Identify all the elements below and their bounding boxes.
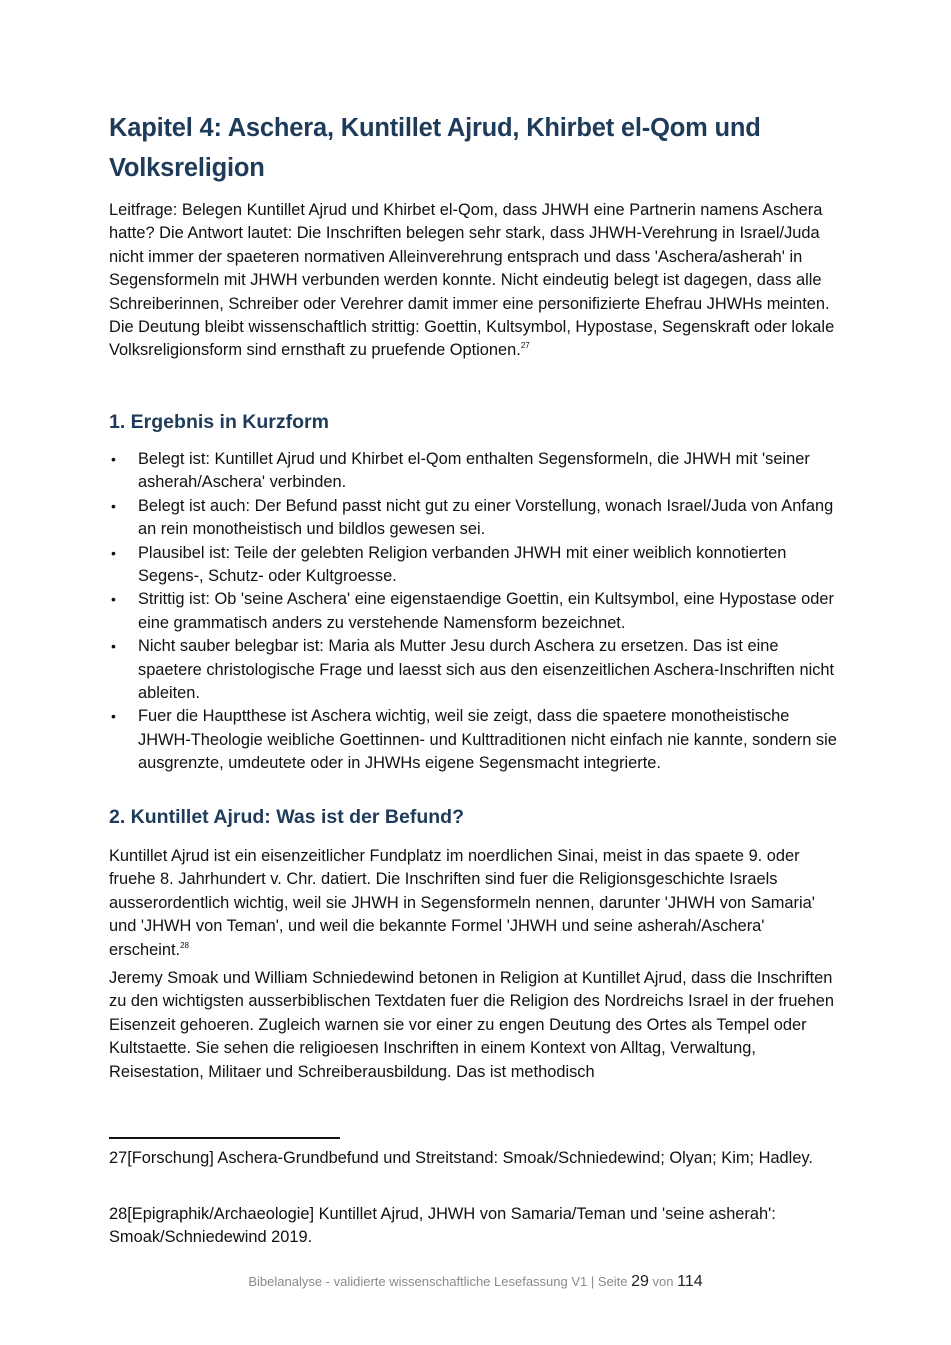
bullet-icon: •: [111, 497, 116, 514]
section-heading-1: 1. Ergebnis in Kurzform: [109, 411, 329, 433]
list-item-text: Fuer die Hauptthese ist Aschera wichtig, weil sie zeigt, dass die spaetere monotheistische JHWH-Theologie weibliche Goettinnen- und Kulttraditionen nicht einfach nie kannte, sondern sie ausgrenzte, umdeutete oder in JHWHs eigene Segensmacht integrierte.: [138, 707, 837, 773]
bullet-icon: •: [111, 544, 116, 561]
intro-paragraph: [109, 199, 842, 363]
footer-label: Bibelanalyse - validierte wissenschaftliche Lesefassung V1 | Seite: [248, 1274, 628, 1289]
section2-paragraph-2: Jeremy Smoak und William Schniedewind betonen in Religion at Kuntillet Ajrud, dass die Inschriften zu den wichtigsten ausserbiblischen Textdaten fuer die Religion des Nordreichs Israel in der fruehen Eisenzeit gehoeren. Zugleich warnen sie vor einer zu engen Deutung des Ortes als Tempel oder Kultstaette. Sie sehen die religioesen Inschriften in einem Kontext von Alltag, Verwaltung, Reisestation, Militaer und Schreiberausbildung. Das ist methodisch: [109, 969, 834, 1081]
list-item: [109, 635, 842, 705]
footnote-28: 28[Epigraphik/Archaeologie] Kuntillet Ajrud, JHWH von Samaria/Teman und 'seine asherah': Smoak/Schniedewind 2019.: [109, 1205, 776, 1247]
list-item-text: Plausibel ist: Teile der gelebten Religion verbanden JHWH mit einer weiblich konnotierten Segens-, Schutz- oder Kultgroesse.: [138, 543, 787, 586]
bullet-icon: •: [111, 708, 116, 725]
footer-of: von: [652, 1274, 674, 1289]
page-number: 29: [631, 1273, 649, 1290]
footnote-divider: [109, 1137, 340, 1139]
footnote-ref-28[interactable]: 28: [180, 940, 189, 950]
chapter-title: Kapitel 4: Aschera, Kuntillet Ajrud, Khirbet el-Qom und Volksreligion: [109, 114, 761, 182]
list-item-text: Strittig ist: Ob 'seine Aschera' eine eigenstaendige Goettin, ein Kultsymbol, eine Hypostase oder eine grammatisch anders zu verstehende Namensform bezeichnet.: [138, 590, 834, 632]
bullet-icon: •: [111, 591, 116, 608]
footnote-ref-27[interactable]: 27: [520, 341, 530, 351]
list-item-text: Nicht sauber belegbar ist: Maria als Mutter Jesu durch Aschera zu ersetzen. Das ist eine spaetere christologische Frage und laesst sich aus den eisenzeitlichen Aschera-Inschriften nicht ableiten.: [138, 637, 835, 703]
list-item-text: Belegt ist auch: Der Befund passt nicht gut zu einer Vorstellung, wonach Israel/Juda von Anfang an rein monotheistisch und bildlos gewesen sei.: [138, 496, 834, 539]
list-item-text: Belegt ist: Kuntillet Ajrud und Khirbet el-Qom enthalten Segensformeln, die JHWH mit 'seiner asherah/Aschera' verbinden.: [138, 450, 810, 492]
list-item: [109, 448, 842, 495]
summary-bullet-list: [109, 448, 842, 776]
list-item: [109, 705, 842, 775]
list-item: [109, 588, 842, 635]
list-item: [109, 542, 842, 589]
section-heading-2: 2. Kuntillet Ajrud: Was ist der Befund?: [109, 806, 464, 828]
intro-text: Leitfrage: Belegen Kuntillet Ajrud und Khirbet el-Qom, dass JHWH eine Partnerin namens Aschera hatte? Die Antwort lautet: Die Inschriften belegen sehr stark, dass JHWH-Verehrung in Israel/Juda nicht immer der spaeteren normativen Alleinverehrung entsprach und dass 'Aschera/asherah' in Segensformeln mit JHWH verbunden werden konnte. Nicht eindeutig belegt ist dagegen, dass alle Schreiberinnen, Schreiber oder Verehrer damit immer eine personifizierte Ehefrau JHWHs meinten. Die Deutung bleibt wissenschaftlich strittig: Goettin, Kultsymbol, Hypostase, Segenskraft oder lokale Volksreligionsform sind ernsthaft zu pruefende Optionen.: [109, 201, 835, 360]
bullet-icon: •: [111, 451, 116, 467]
section2-paragraph-1: [109, 845, 842, 962]
bullet-icon: •: [111, 638, 116, 655]
section2-paragraph-1-text: Kuntillet Ajrud ist ein eisenzeitlicher Fundplatz im noerdlichen Sinai, meist in das spaete 9. oder fruehe 8. Jahrhundert v. Chr. datiert. Die Inschriften sind fuer die Religionsgeschichte Israels ausserordentlich wichtig, weil sie JHWH in Segensformeln nennen, darunter 'JHWH von Samaria' und 'JHWH von Teman', und weil die bekannte Formel 'JHWH und seine asherah/Aschera' erscheint.: [109, 847, 815, 959]
page-total: 114: [677, 1273, 703, 1290]
list-item: [109, 495, 842, 542]
footnote-27: 27[Forschung] Aschera-Grundbefund und Streitstand: Smoak/Schniedewind; Olyan; Kim; Hadley.: [109, 1149, 813, 1167]
page-footer: [0, 1271, 951, 1293]
